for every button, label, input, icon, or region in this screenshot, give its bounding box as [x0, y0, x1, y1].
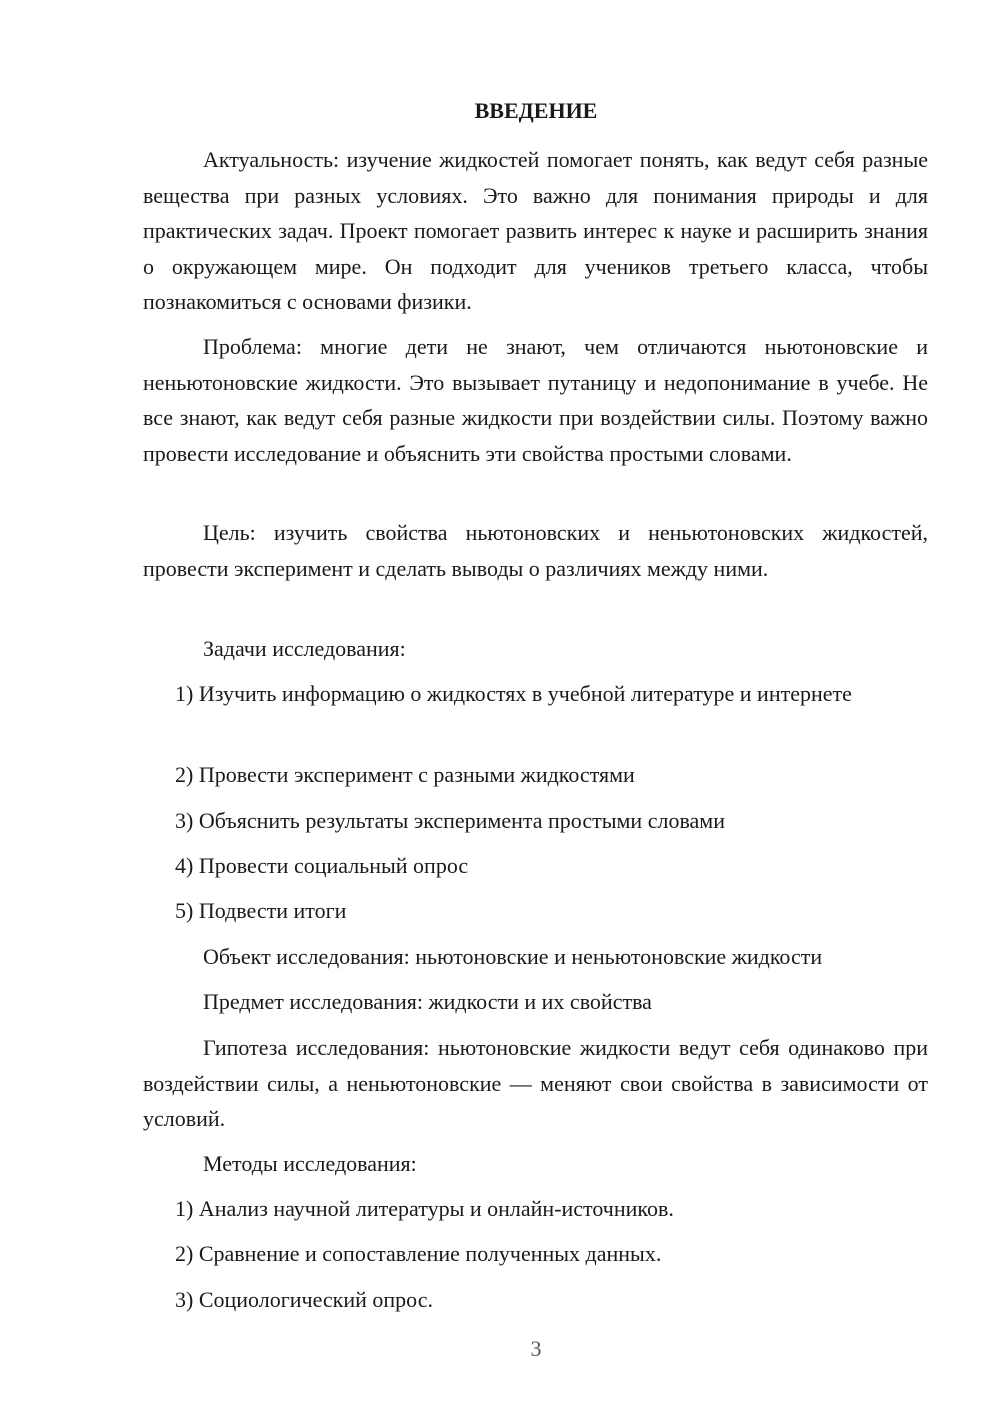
page-number: 3 — [530, 1336, 542, 1361]
method-item: 3) Социологический опрос. — [175, 1287, 433, 1312]
problem-paragraph: Проблема: многие дети не знают, чем отличаются ньютоновские и неньютоновские жидкости. Это вызывает путаницу и недопонимание в учебе. Не все знают, как ведут себя разные жидкости при воздействии силы. Поэтому важно провести исследование и объяснить эти свойства простыми словами. — [143, 334, 928, 466]
relevance-paragraph: Актуальность: изучение жидкостей помогает понять, как ведут себя разные вещества при разных условиях. Это важно для понимания природы и для практических задач. Проект помогает развить интерес к науке и расширить знания о окружающем мире. Он подходит для учеников третьего класса, чтобы познакомиться с основами физики. — [143, 147, 928, 314]
hypothesis-paragraph: Гипотеза исследования: ньютоновские жидкости ведут себя одинаково при воздействии силы, а неньютоновские — меняют свои свойства в зависимости от условий. — [143, 1035, 928, 1131]
tasks-heading: Задачи исследования: — [203, 636, 406, 661]
method-item: 2) Сравнение и сопоставление полученных данных. — [175, 1241, 662, 1266]
task-item: 1) Изучить информацию о жидкостях в учебной литературе и интернете — [175, 681, 852, 706]
methods-heading: Методы исследования: — [203, 1151, 417, 1176]
task-item: 4) Провести социальный опрос — [175, 853, 469, 878]
research-object: Объект исследования: ньютоновские и неньютоновские жидкости — [203, 944, 823, 969]
task-item: 2) Провести эксперимент с разными жидкостями — [175, 762, 635, 787]
method-item: 1) Анализ научной литературы и онлайн-источников. — [175, 1196, 674, 1221]
task-item: 3) Объяснить результаты эксперимента простыми словами — [175, 808, 725, 833]
goal-paragraph: Цель: изучить свойства ньютоновских и неньютоновских жидкостей, провести эксперимент и сделать выводы о различиях между ними. — [143, 520, 928, 581]
research-subject: Предмет исследования: жидкости и их свойства — [203, 989, 652, 1014]
task-item: 5) Подвести итоги — [175, 898, 347, 923]
section-title: ВВЕДЕНИЕ — [474, 98, 598, 123]
